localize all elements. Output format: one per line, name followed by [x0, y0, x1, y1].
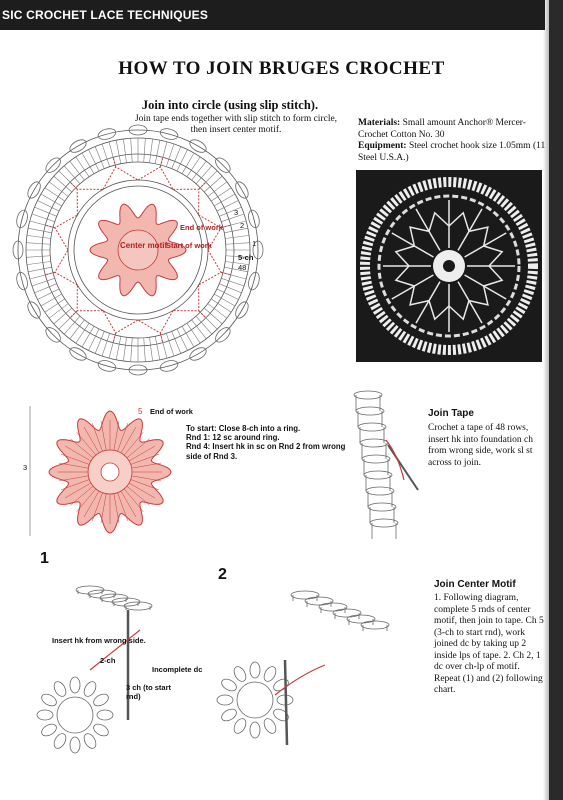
join-tape-diagram — [338, 385, 428, 540]
step-1-number: 1 — [40, 550, 49, 567]
motif-end-of-work-label: End of work — [150, 407, 193, 416]
materials-block — [358, 118, 548, 164]
five-ch-label: 5-ch — [238, 253, 254, 262]
join-tape-text: Crochet a tape of 48 rows, insert hk into foundation ch from wrong side, work sl st across to join. — [428, 423, 534, 468]
two-ch-label: 2-ch — [100, 656, 116, 665]
join-tape-heading: Join Tape — [428, 408, 474, 419]
join-center-motif-text: 1. Following diagram, complete 5 rnds of center motif, then join to tape. Ch 5 (3-ch to start rnd), work joined dc by taking up 2 inside lps of tape. 2. Ch 2, 1 dc over ch-lp of motif. Repeat (1) and (2) following chart. — [434, 593, 544, 695]
rnd-5-mark: 5 — [138, 407, 143, 416]
page-title: HOW TO JOIN BRUGES CROCHET — [118, 58, 445, 79]
mark-2: 2 — [240, 221, 245, 230]
join-circle-text: Join tape ends together with slip stitch to form circle, then insert center motif. — [134, 114, 338, 135]
page-gutter — [549, 0, 563, 800]
three-ch-label: 3 ch (to start rnd) — [126, 683, 172, 701]
instruction-start: To start: Close 8-ch into a ring. — [186, 424, 301, 433]
start-of-work-label: Start of work — [166, 241, 212, 250]
instruction-rnd4: Rnd 4: Insert hk in sc on Rnd 2 from wrong side of Rnd 3. — [186, 442, 346, 461]
mark-1: 1 — [252, 239, 257, 248]
mark-48: 48 — [238, 263, 247, 272]
materials-label: Materials: — [358, 118, 401, 128]
doily-photo — [356, 170, 542, 362]
circle-diagram — [8, 120, 268, 380]
incomplete-dc-label: Incomplete dc — [152, 665, 203, 674]
step-2-diagram — [215, 575, 415, 765]
center-motif-diagram — [22, 400, 193, 550]
materials-text: Small amount Anchor® Mercer-Crochet Cotton No. 30 — [358, 118, 526, 140]
join-center-motif-heading: Join Center Motif — [434, 579, 516, 590]
instruction-rnd1: Rnd 1: 12 sc around ring. — [186, 433, 280, 443]
end-of-work-label: End of work — [180, 223, 223, 232]
join-circle-heading: Join into circle (using slip stitch). — [141, 98, 319, 112]
center-motif-label: Center motif — [120, 241, 168, 250]
insert-hk-label: Insert hk from wrong side. — [52, 636, 146, 645]
equipment-label: Equipment: — [358, 141, 407, 151]
step-2-number: 2 — [218, 566, 227, 583]
equipment-text: Steel crochet hook size 1.05mm (11 Steel U.S.A.) — [358, 141, 546, 163]
motif-instructions — [186, 424, 361, 461]
side-mark-3: 3 — [23, 463, 28, 472]
section-title: SIC CROCHET LACE TECHNIQUES — [2, 8, 209, 22]
mark-3: 3 — [234, 208, 239, 217]
section-header — [0, 0, 545, 30]
